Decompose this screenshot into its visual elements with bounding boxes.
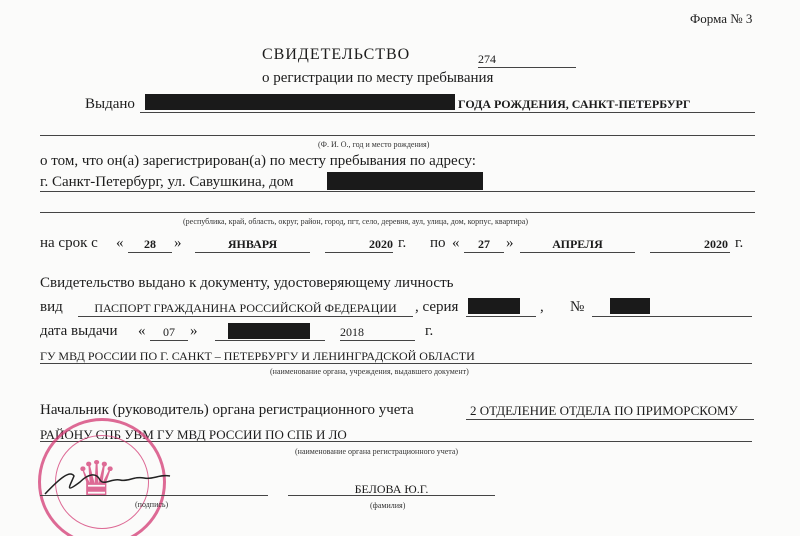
to-year: 2020 <box>704 237 728 251</box>
caption-signature: (подпись) <box>135 500 169 509</box>
document-title: СВИДЕТЕЛЬСТВО <box>262 46 411 63</box>
certificate-number: 274 <box>478 52 496 66</box>
to-day: 27 <box>478 237 490 251</box>
series-label: , серия <box>415 299 459 315</box>
comma: , <box>540 299 544 315</box>
quote: « <box>138 323 146 339</box>
document-text: Свидетельство выдано к документу, удостоверяющему личность <box>40 275 454 291</box>
redacted-address <box>327 172 483 190</box>
head-org-line2: РАЙОНУ СПБ УВМ ГУ МВД РОССИИ ПО СПБ И ЛО <box>40 427 347 442</box>
doc-type-value: ПАСПОРТ ГРАЖДАНИНА РОССИЙСКОЙ ФЕДЕРАЦИИ <box>94 301 397 315</box>
eagle-emblem-icon: ♛ <box>75 453 119 506</box>
address-value: г. Санкт-Петербург, ул. Савушкина, дом <box>40 174 294 190</box>
surname-value: БЕЛОВА Ю.Г. <box>354 482 429 496</box>
quote: » <box>506 235 514 251</box>
head-org-line1: 2 ОТДЕЛЕНИЕ ОТДЕЛА ПО ПРИМОРСКОМУ <box>470 403 738 418</box>
quote: » <box>174 235 182 251</box>
from-month: ЯНВАРЯ <box>227 237 278 251</box>
registered-text: о том, что он(а) зарегистрирован(а) по месту пребывания по адресу: <box>40 153 476 169</box>
doc-type-label: вид <box>40 299 63 315</box>
redacted-series <box>468 298 520 314</box>
caption-org: (наименование органа регистрационного учета) <box>295 447 459 456</box>
redacted-number <box>610 298 650 314</box>
caption-surname: (фамилия) <box>370 501 406 510</box>
year-suffix: г. <box>425 323 434 339</box>
quote: « <box>116 235 124 251</box>
year-suffix: г. <box>398 235 407 251</box>
quote: « <box>452 235 460 251</box>
from-year: 2020 <box>369 237 393 251</box>
redacted-issue-month <box>228 323 310 339</box>
quote: » <box>190 323 198 339</box>
to-label: по <box>430 235 446 251</box>
head-label: Начальник (руководитель) органа регистрационного учета <box>40 402 414 418</box>
document-subtitle: о регистрации по месту пребывания <box>262 70 494 86</box>
issuer-value: ГУ МВД РОССИИ ПО Г. САНКТ – ПЕТЕРБУРГУ И ЛЕНИНГРАДСКОЙ ОБЛАСТИ <box>40 349 475 363</box>
issue-year: 2018 <box>340 325 364 339</box>
issued-to-label: Выдано <box>85 96 135 112</box>
form-number: Форма № 3 <box>690 11 753 26</box>
caption-fio: (Ф. И. О., год и место рождения) <box>318 140 430 149</box>
caption-issuer: (наименование органа, учреждения, выдавшего документ) <box>270 367 469 376</box>
number-label: № <box>570 299 585 315</box>
redacted-name <box>145 94 455 110</box>
issue-date-label: дата выдачи <box>40 323 118 339</box>
to-month: АПРЕЛЯ <box>552 237 603 251</box>
year-suffix: г. <box>735 235 744 251</box>
issued-to-value: ГОДА РОЖДЕНИЯ, САНКТ-ПЕТЕРБУРГ <box>458 97 691 111</box>
issue-day: 07 <box>163 325 175 339</box>
caption-address: (республика, край, область, округ, район, город, пгт, село, деревня, аул, улица, дом, корпус, квартира) <box>183 217 529 226</box>
period-label: на срок с <box>40 235 98 251</box>
from-day: 28 <box>144 237 156 251</box>
